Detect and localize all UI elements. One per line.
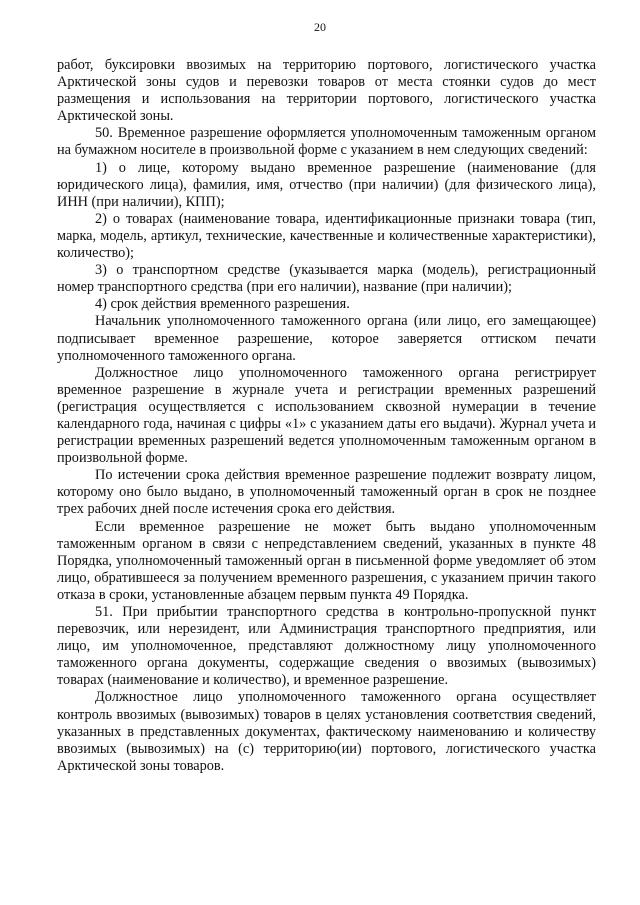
paragraph-registration: Должностное лицо уполномоченного таможенного органа регистрирует временное разрешение в журнале учета и регистрации временных разрешений (регистрация осуществляется с использованием сквозной нумерации в течение календарного года, начиная с цифры «1» с указанием даты его выдачи). Журнал учета и регистрации временных разрешений ведется уполномоченным таможенным органом в произвольной форме. [57,364,596,467]
paragraph-subitem-4: 4) срок действия временного разрешения. [95,296,350,313]
page-number: 20 [314,20,326,34]
paragraph-signature: Начальник уполномоченного таможенного органа (или лицо, его замещающее) подписывает временное разрешение, которое заверяется оттиском печати уполномоченного таможенного органа. [57,313,596,364]
paragraph-refusal: Если временное разрешение не может быть выдано уполномоченным таможенным органом в связи с непредставлением сведений, указанных в пункте 48 Порядка, уполномоченный таможенный орган в письменной форме уведомляет об этом лицо, обратившееся за получением временного разрешения, с указанием причин такого отказа в сроки, установленные абзацем первым пункта 49 Порядка. [57,518,596,603]
paragraph-item-51: 51. При прибытии транспортного средства в контрольно-пропускной пункт перевозчик, или нерезидент, или Администрация транспортного предприятия, или лицо, им уполномоченное, представляют должностному лицу уполномоченного таможенного органа документы, содержащие сведения о ввозимых (вывозимых) товарах (наименование и количество), и временное разрешение. [57,604,596,689]
paragraph-subitem-3: 3) о транспортном средстве (указывается марка (модель), регистрационный номер транспортного средства (при его наличии), название (при наличии); [57,262,596,296]
paragraph-continuation: работ, буксировки ввозимых на территорию портового, логистического участка Арктической зоны судов и перевозки товаров от места стоянки судов до мест размещения и использования на территории портового, логистического участка Арктической зоны. [57,57,596,125]
paragraph-control: Должностное лицо уполномоченного таможенного органа осуществляет контроль ввозимых (вывозимых) товаров в целях установления соответствия сведений, указанных в представленных документах, фактическому наименованию и количеству ввозимых (вывозимых) на (с) территорию(ии) портового, логистического участка Арктической зоны товаров. [57,689,596,774]
paragraph-return: По истечении срока действия временное разрешение подлежит возврату лицом, которому оно было выдано, в уполномоченный таможенный орган в срок не позднее трех рабочих дней после истечения срока его действия. [57,467,596,518]
paragraph-subitem-1: 1) о лице, которому выдано временное разрешение (наименование (для юридического лица), фамилия, имя, отчество (при наличии) (для физического лица), ИНН (при наличии), КПП); [57,159,596,210]
paragraph-subitem-2: 2) о товарах (наименование товара, идентификационные признаки товара (тип, марка, модель, артикул, технические, качественные и количественные характеристики), количество); [57,210,596,262]
document-body [57,57,596,775]
paragraph-item-50: 50. Временное разрешение оформляется уполномоченным таможенным органом на бумажном носителе в произвольной форме с указанием в нем следующих сведений: [57,125,596,159]
